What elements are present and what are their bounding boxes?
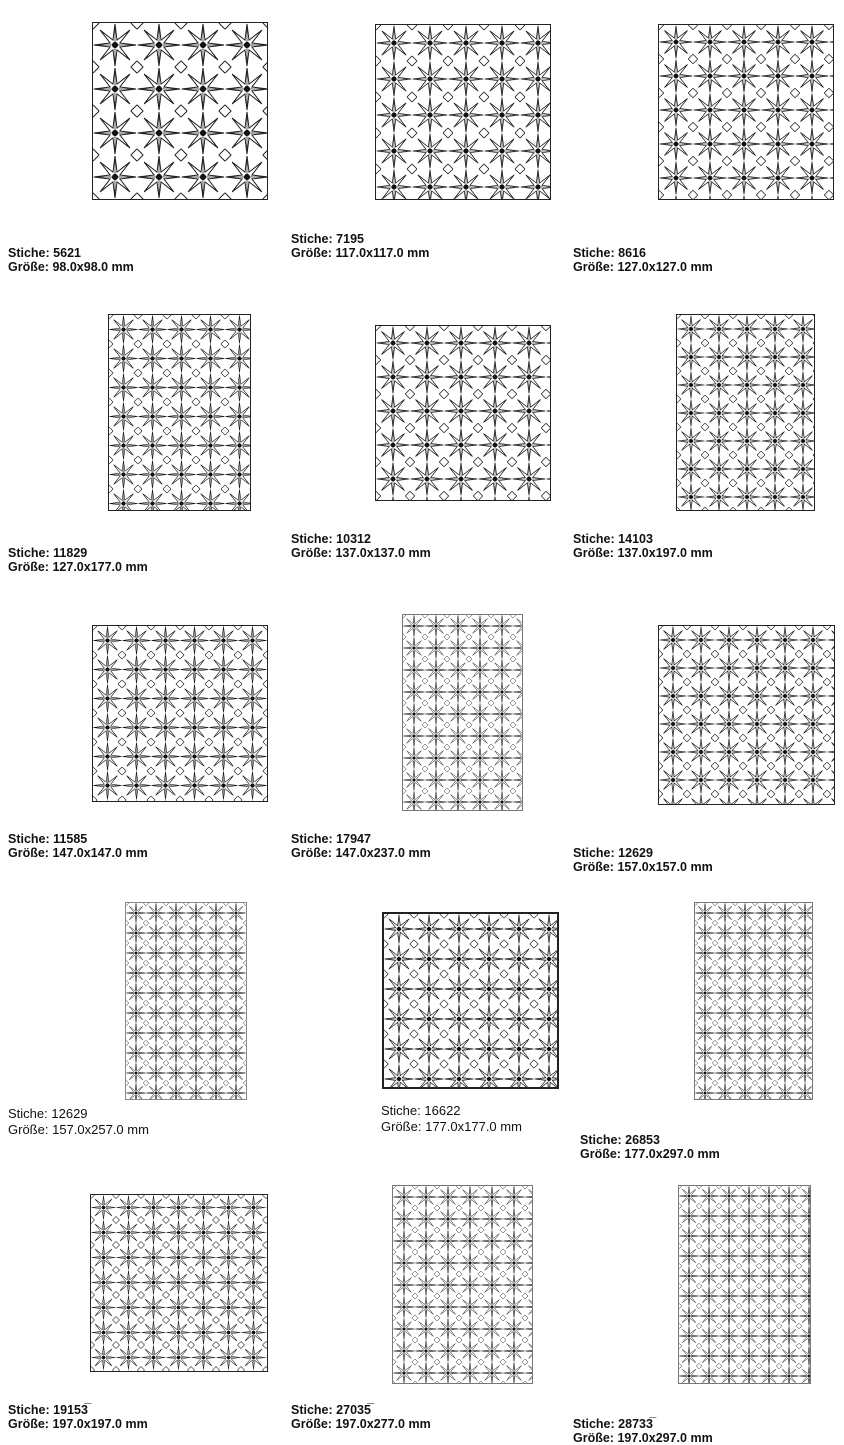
design-size: 177.0x297.0 mm <box>624 1147 720 1161</box>
design-caption-2 <box>291 232 429 260</box>
design-size: 197.0x297.0 mm <box>617 1431 713 1445</box>
design-size: 137.0x137.0 mm <box>335 546 431 560</box>
stitch-label: Stiche: <box>8 1403 50 1417</box>
star-pattern <box>679 1186 810 1383</box>
star-pattern <box>93 23 267 199</box>
stitch-count: 10312 <box>336 532 371 546</box>
size-label: Größe: <box>8 1122 49 1137</box>
size-label: Größe: <box>8 260 49 274</box>
stitch-label: Stiche: <box>291 232 333 246</box>
design-size: 127.0x177.0 mm <box>52 560 148 574</box>
stitch-label: Stiche: <box>291 832 333 846</box>
design-size: 197.0x197.0 mm <box>52 1417 148 1431</box>
design-caption-15 <box>573 1417 713 1445</box>
design-preview-5[interactable] <box>375 325 551 501</box>
size-label: Größe: <box>573 546 614 560</box>
size-label: Größe: <box>580 1147 621 1161</box>
stitch-count: 16622 <box>424 1103 461 1118</box>
stitch-label: Stiche: <box>573 1417 615 1431</box>
design-preview-1[interactable] <box>92 22 268 200</box>
design-caption-13 <box>8 1403 148 1431</box>
design-preview-9[interactable] <box>658 625 835 805</box>
stitch-label: Stiche: <box>8 832 50 846</box>
design-caption-11 <box>381 1103 522 1135</box>
stitch-label: Stiche: <box>573 246 615 260</box>
design-caption-3 <box>573 246 713 274</box>
stitch-count: 8616 <box>618 246 646 260</box>
design-caption-5 <box>291 532 431 560</box>
design-size: 137.0x197.0 mm <box>617 546 713 560</box>
design-size: 157.0x157.0 mm <box>617 860 713 874</box>
design-caption-12 <box>580 1133 720 1161</box>
design-caption-9 <box>573 846 713 874</box>
stitch-count: 12629 <box>618 846 653 860</box>
design-caption-14 <box>291 1403 431 1431</box>
star-pattern <box>126 903 246 1099</box>
design-caption-1 <box>8 246 134 274</box>
design-preview-4[interactable] <box>108 314 251 511</box>
design-preview-14[interactable] <box>392 1185 533 1384</box>
star-pattern <box>376 326 550 500</box>
star-pattern <box>677 315 814 510</box>
star-pattern <box>659 626 834 804</box>
design-caption-6 <box>573 532 713 560</box>
size-label: Größe: <box>573 860 614 874</box>
size-label: Größe: <box>573 260 614 274</box>
star-pattern <box>659 25 833 199</box>
stitch-count: 26853 <box>625 1133 660 1147</box>
design-preview-8[interactable] <box>402 614 523 811</box>
star-pattern <box>93 626 267 801</box>
stitch-count: 11829 <box>53 546 88 560</box>
size-label: Größe: <box>8 560 49 574</box>
size-label: Größe: <box>291 546 332 560</box>
design-preview-11[interactable] <box>382 912 559 1089</box>
design-preview-10[interactable] <box>125 902 247 1100</box>
design-size: 127.0x127.0 mm <box>617 260 713 274</box>
design-size: 147.0x147.0 mm <box>52 846 148 860</box>
design-size: 157.0x257.0 mm <box>52 1122 149 1137</box>
design-size: 177.0x177.0 mm <box>425 1119 522 1134</box>
star-pattern <box>384 914 557 1087</box>
size-label: Größe: <box>8 846 49 860</box>
stitch-label: Stiche: <box>8 1106 48 1121</box>
stitch-label: Stiche: <box>573 532 615 546</box>
design-size: 147.0x237.0 mm <box>335 846 431 860</box>
size-label: Größe: <box>573 1431 614 1445</box>
stitch-label: Stiche: <box>580 1133 622 1147</box>
stitch-count: 19153̅ <box>53 1403 88 1417</box>
design-size: 197.0x277.0 mm <box>335 1417 431 1431</box>
design-caption-8 <box>291 832 431 860</box>
size-label: Größe: <box>381 1119 422 1134</box>
stitch-count: 14103 <box>618 532 653 546</box>
design-preview-3[interactable] <box>658 24 834 200</box>
star-pattern <box>393 1186 532 1383</box>
stitch-count: 12629 <box>51 1106 88 1121</box>
stitch-count: 28733̅ <box>618 1417 653 1431</box>
stitch-label: Stiche: <box>381 1103 421 1118</box>
design-size: 117.0x117.0 mm <box>335 246 430 260</box>
design-size: 98.0x98.0 mm <box>52 260 134 274</box>
design-preview-7[interactable] <box>92 625 268 802</box>
size-label: Größe: <box>291 846 332 860</box>
size-label: Größe: <box>8 1417 49 1431</box>
design-caption-7 <box>8 832 148 860</box>
star-pattern <box>109 315 250 510</box>
stitch-label: Stiche: <box>573 846 615 860</box>
design-caption-10 <box>8 1106 149 1138</box>
star-pattern <box>91 1195 267 1371</box>
stitch-count: 17947 <box>336 832 371 846</box>
star-pattern <box>403 615 522 810</box>
star-pattern <box>695 903 812 1099</box>
stitch-label: Stiche: <box>8 546 50 560</box>
stitch-count: 11585 <box>53 832 88 846</box>
stitch-count: 5621 <box>53 246 81 260</box>
star-pattern <box>376 25 550 199</box>
design-preview-15[interactable] <box>678 1185 811 1384</box>
design-preview-12[interactable] <box>694 902 813 1100</box>
design-preview-13[interactable] <box>90 1194 268 1372</box>
size-label: Größe: <box>291 1417 332 1431</box>
stitch-label: Stiche: <box>291 1403 333 1417</box>
size-label: Größe: <box>291 246 332 260</box>
design-caption-4 <box>8 546 148 574</box>
design-preview-2[interactable] <box>375 24 551 200</box>
stitch-label: Stiche: <box>291 532 333 546</box>
stitch-label: Stiche: <box>8 246 50 260</box>
design-preview-6[interactable] <box>676 314 815 511</box>
stitch-count: 7195 <box>336 232 364 246</box>
stitch-count: 27035̅ <box>336 1403 371 1417</box>
